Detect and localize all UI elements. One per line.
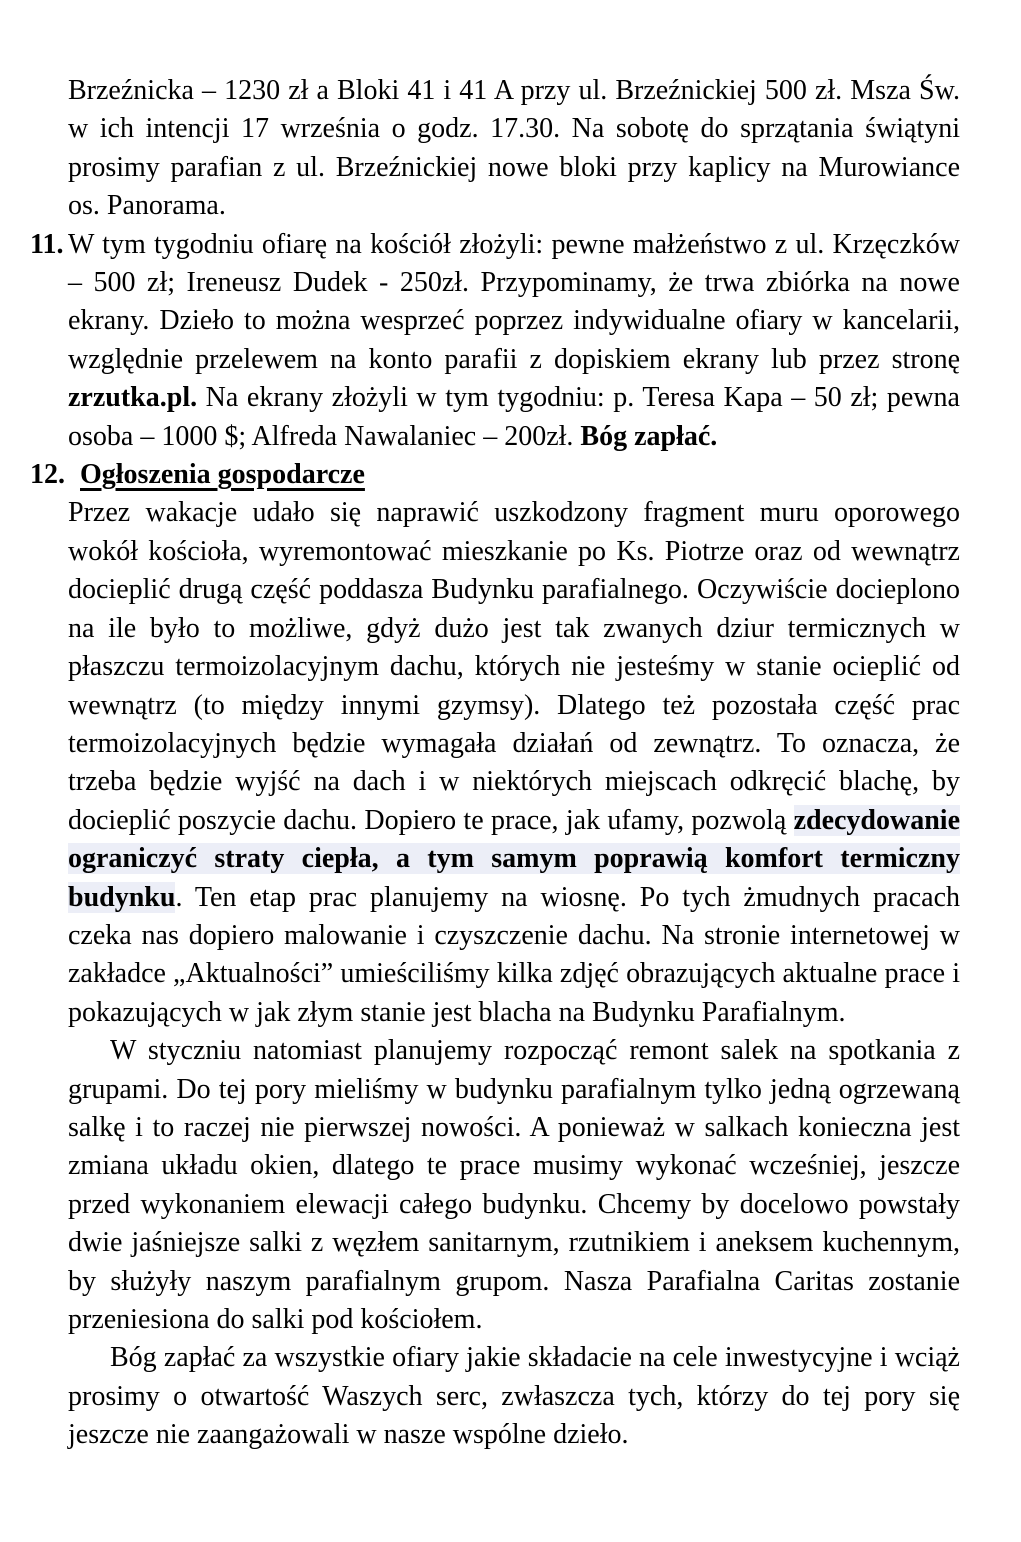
paragraph-text xyxy=(80,459,365,490)
document-body xyxy=(30,72,960,1455)
text-run: Brzeźnicka – 1230 zł a Bloki 41 i 41 A przy ul. Brzeźnickiej 500 zł. Msza Św. w ich intencji 17 września o godz. 17.30. Na sobotę do sprzątania świątyni prosimy parafian z ul. Brzeźnickiej nowe bloki przy kaplicy na Murowiance os. Panorama. xyxy=(68,75,960,222)
text-run: Przez wakacje udało się naprawić uszkodzony fragment muru oporowego wokół kościoła, wyremontować mieszkanie po Ks. Piotrze oraz od wewnątrz docieplić drugą część poddasza Budynku parafialnego. Oczywiście docieplono na ile było to możliwe, gdyż dużo jest tak zwanych dziur termicznych w płaszczu termoizolacyjnym dachu, których nie jesteśmy w stanie ocieplić od wewnątrz (to między innymi gzymsy). Dlatego też pozostała część prac termoizolacyjnych będzie wymagała działań od zewnątrz. To oznacza, że trzeba będzie wyjść na dach i w niektórych miejscach odkręcić blachę, by docieplić poszycie dachu. Dopiero te prace, jak ufamy, pozwolą xyxy=(68,497,960,836)
text-run: Ogłoszenia gospodarcze xyxy=(80,459,365,491)
paragraph-text xyxy=(68,1342,960,1450)
text-run: W tym tygodniu ofiarę na kościół złożyli: pewne małżeństwo z ul. Krzęczków – 500 zł; Ireneusz Dudek - 250zł. Przypominamy, że trwa zbiórka na nowe ekrany. Dzieło to można wesprzeć poprzez indywidualne ofiary w kancelarii, względnie przelewem na konto parafii z dopiskiem ekrany lub przez stronę xyxy=(68,228,960,375)
paragraph-text xyxy=(68,75,960,221)
text-run: Bóg zapłać. xyxy=(580,420,718,452)
text-run: W styczniu natomiast planujemy rozpocząć remont salek na spotkania z grupami. Do tej pory mieliśmy w budynku parafialnym tylko jedną ogrzewaną salkę i to raczej nie pierwszej nowości. A ponieważ w salkach konieczna jest zmiana układu okien, dlatego te prace musimy wykonać wcześniej, jeszcze przed wykonaniem elewacji całego budynku. Chcemy by docelowo powstały dwie jaśniejsze salki z węzłem sanitarnym, rzutnikiem i aneksem kuchennym, by służyły naszym parafialnym grupom. Nasza Parafialna Caritas zostanie przeniesiona do salki pod kościołem. xyxy=(68,1035,960,1335)
text-run: zrzutka.pl. xyxy=(68,382,198,414)
list-item xyxy=(30,226,960,456)
paragraph-text xyxy=(68,497,960,1027)
paragraph-text xyxy=(68,1035,960,1335)
paragraph xyxy=(68,72,960,226)
paragraph-text xyxy=(68,229,960,452)
paragraph xyxy=(68,1032,960,1339)
list-item xyxy=(30,456,960,494)
text-run: Na ekrany złożyli w tym tygodniu: p. Teresa Kapa – 50 zł; pewna osoba – 1000 $; Alfreda Nawalaniec – 200zł. xyxy=(68,382,960,452)
text-run: . Ten etap prac planujemy na wiosnę. Po tych żmudnych pracach czeka nas dopiero malowanie i czyszczenie dachu. Na stronie internetowej w zakładce „Aktualności” umieściliśmy kilka zdjęć obrazujących aktualne prace i pokazujących w jak złym stanie jest blacha na Budynku Parafialnym. xyxy=(68,881,960,1028)
text-run: Bóg zapłać za wszystkie ofiary jakie składacie na cele inwestycyjne i wciąż prosimy o otwartość Waszych serc, zwłaszcza tych, którzy do tej pory się jeszcze nie zaangażowali w nasze wspólne dzieło. xyxy=(68,1342,960,1451)
list-number: 12. xyxy=(30,459,65,491)
list-number: 11. xyxy=(30,228,64,260)
paragraph xyxy=(68,1339,960,1454)
paragraph xyxy=(68,494,960,1032)
highlighted-text-run: zdecydowanie ograniczyć straty ciepła, a tym samym poprawią komfort termiczny budynku xyxy=(68,804,960,913)
